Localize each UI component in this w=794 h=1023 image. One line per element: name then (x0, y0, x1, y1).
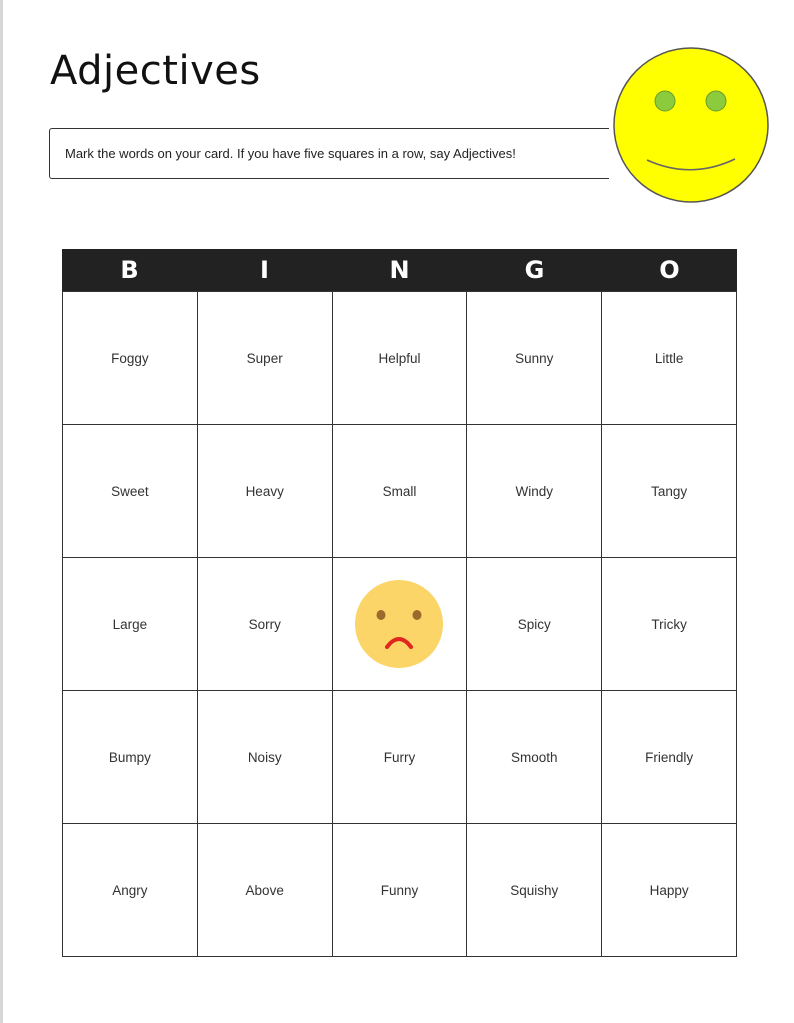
bingo-cell[interactable]: Furry (333, 691, 468, 824)
page-edge (0, 0, 3, 1023)
bingo-header-letter: O (659, 256, 680, 284)
bingo-free-space[interactable] (333, 558, 468, 691)
bingo-cell[interactable]: Sweet (63, 425, 198, 558)
bingo-cell[interactable]: Funny (333, 824, 468, 957)
bingo-cell[interactable]: Small (333, 425, 468, 558)
bingo-cell[interactable]: Angry (63, 824, 198, 957)
bingo-cell[interactable]: Squishy (467, 824, 602, 957)
bingo-header-letter: B (120, 256, 139, 284)
frowning-face-icon (354, 579, 444, 669)
smiley-face-icon (611, 45, 771, 205)
page-title: Adjectives (50, 48, 261, 94)
bingo-header-letter: I (260, 256, 269, 284)
bingo-cell[interactable]: Helpful (333, 292, 468, 425)
bingo-cell[interactable]: Happy (602, 824, 737, 957)
bingo-card (62, 249, 737, 957)
bingo-cell[interactable]: Windy (467, 425, 602, 558)
bingo-header-letter: G (524, 256, 545, 284)
bingo-cell[interactable]: Little (602, 292, 737, 425)
bingo-header-letter: N (389, 256, 410, 284)
bingo-cell[interactable]: Sunny (467, 292, 602, 425)
bingo-cell[interactable]: Sorry (198, 558, 333, 691)
bingo-cell[interactable]: Tricky (602, 558, 737, 691)
bingo-cell[interactable]: Above (198, 824, 333, 957)
bingo-cell[interactable]: Noisy (198, 691, 333, 824)
bingo-cell[interactable]: Friendly (602, 691, 737, 824)
bingo-cell[interactable]: Large (63, 558, 198, 691)
bingo-cell[interactable]: Tangy (602, 425, 737, 558)
bingo-header (62, 249, 737, 291)
bingo-grid (62, 291, 737, 957)
bingo-cell[interactable]: Super (198, 292, 333, 425)
bingo-cell[interactable]: Smooth (467, 691, 602, 824)
bingo-cell[interactable]: Bumpy (63, 691, 198, 824)
bingo-cell[interactable]: Heavy (198, 425, 333, 558)
bingo-cell[interactable]: Foggy (63, 292, 198, 425)
instruction-text: Mark the words on your card. If you have five squares in a row, say Adjectives! (65, 146, 516, 161)
bingo-cell[interactable]: Spicy (467, 558, 602, 691)
instruction-box (49, 128, 609, 179)
